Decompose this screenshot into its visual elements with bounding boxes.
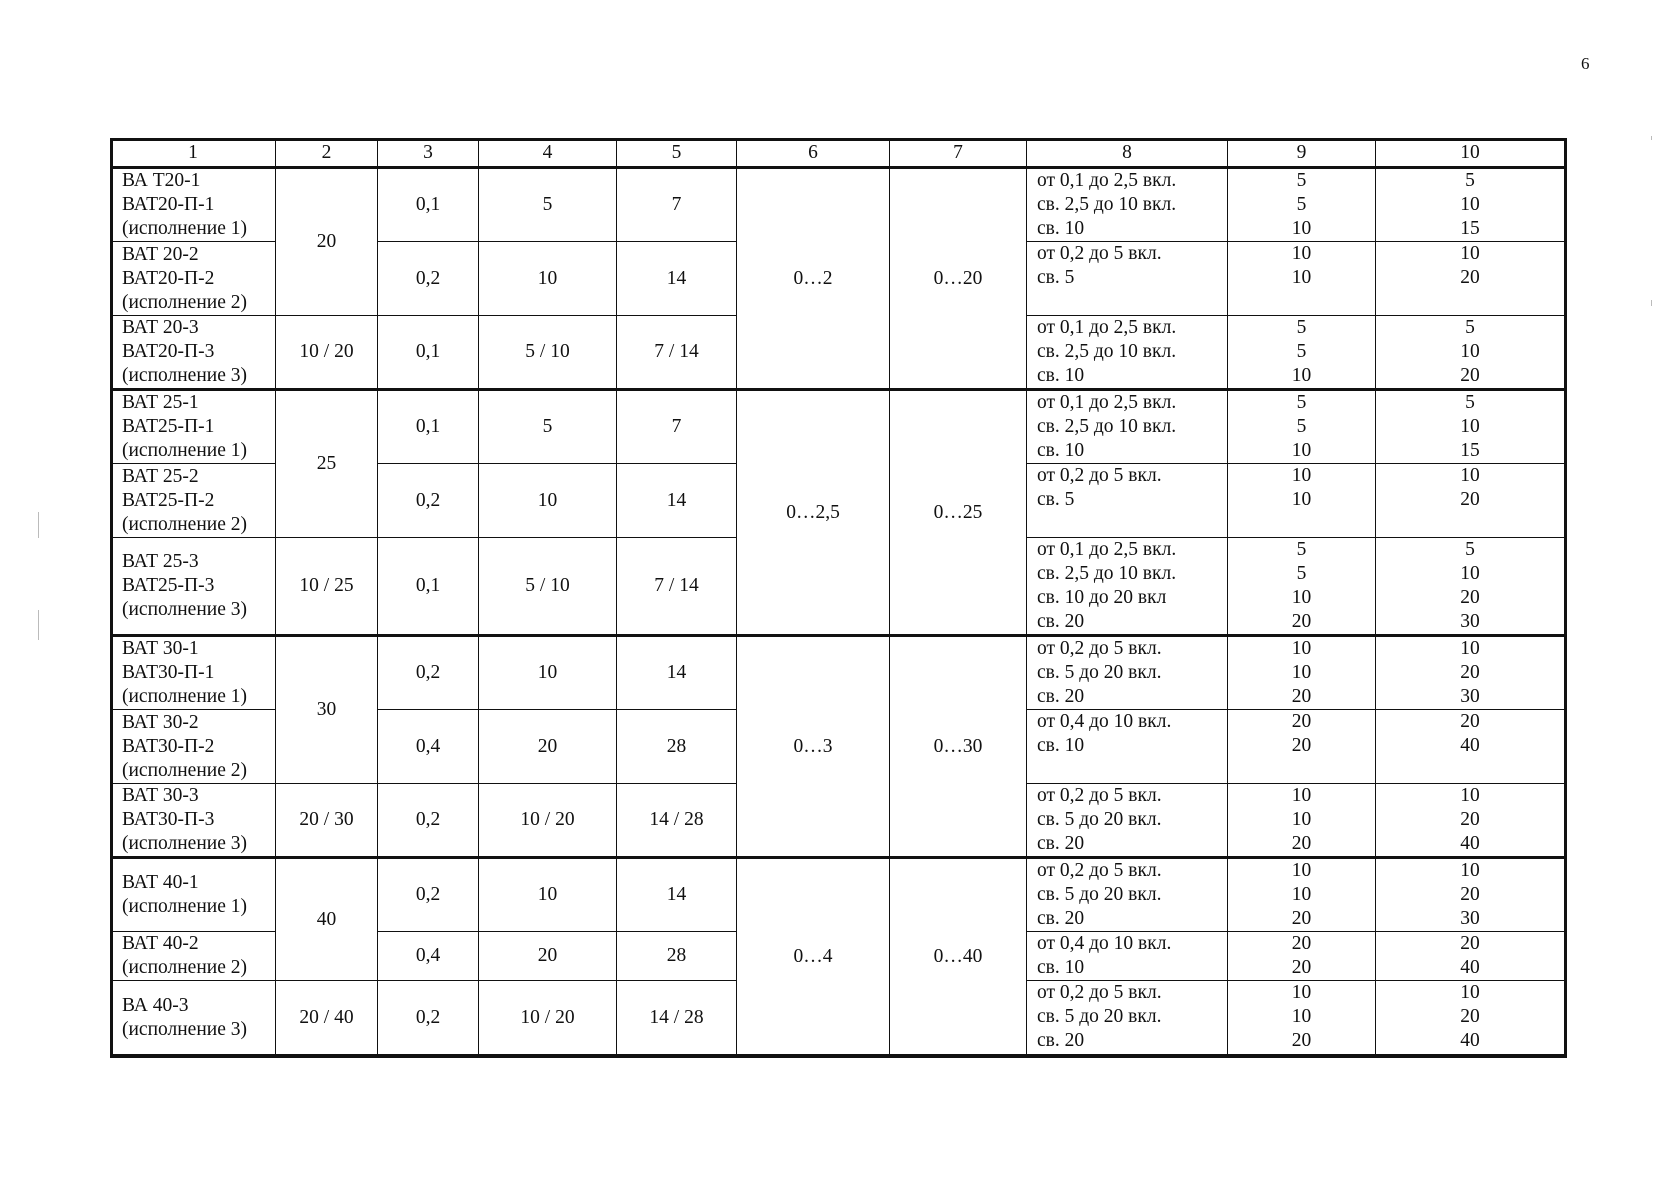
cell-line: св. 2,5 до 10 вкл. bbox=[1037, 416, 1177, 437]
col9-cell bbox=[1228, 464, 1376, 538]
col3-cell: 0,4 bbox=[378, 932, 479, 981]
col5-cell: 14 / 28 bbox=[617, 784, 737, 858]
col3-cell: 0,1 bbox=[378, 168, 479, 242]
device-name-cell bbox=[111, 168, 276, 242]
cell-line: св. 5 bbox=[1037, 267, 1075, 288]
cell-line: 20 bbox=[1291, 1030, 1312, 1051]
scan-mark bbox=[38, 512, 39, 538]
col5-cell: 14 bbox=[617, 242, 737, 316]
cell-line: св. 20 bbox=[1037, 611, 1085, 632]
cell-line: 5 bbox=[1465, 317, 1475, 338]
cell-line: св. 20 bbox=[1037, 833, 1085, 854]
device-name-cell bbox=[111, 710, 276, 784]
cell-line: 15 bbox=[1460, 218, 1480, 239]
cell-line: 20 bbox=[1291, 611, 1312, 632]
cell-line bbox=[1376, 512, 1564, 536]
cell-line: 40 bbox=[1460, 833, 1480, 854]
cell-line: от 0,1 до 2,5 вкл. bbox=[1037, 539, 1177, 560]
cell-line: (исполнение 2) bbox=[122, 291, 247, 313]
cell-line: (исполнение 2) bbox=[122, 759, 247, 781]
cell-line: ВА 40-3 bbox=[122, 994, 189, 1016]
rated-current-cell: 20 / 40 bbox=[276, 981, 378, 1055]
col5-cell: 7 bbox=[617, 390, 737, 464]
col9-cell bbox=[1228, 932, 1376, 981]
header-cell: 10 bbox=[1376, 139, 1565, 168]
device-name-cell bbox=[111, 932, 276, 981]
device-name-cell bbox=[111, 636, 276, 710]
col9-cell bbox=[1228, 168, 1376, 242]
cell-line: 10 bbox=[1460, 860, 1480, 881]
cell-line: св. 20 bbox=[1037, 1030, 1085, 1051]
cell-line: 10 bbox=[1460, 785, 1480, 806]
cell-line: 40 bbox=[1460, 957, 1480, 978]
interval-cell bbox=[1027, 390, 1228, 464]
col3-cell: 0,4 bbox=[378, 710, 479, 784]
cell-line: св. 5 до 20 вкл. bbox=[1037, 809, 1162, 830]
col9-cell bbox=[1228, 636, 1376, 710]
device-name-cell bbox=[111, 784, 276, 858]
col9-cell bbox=[1228, 981, 1376, 1055]
interval-cell bbox=[1027, 316, 1228, 390]
table-body bbox=[111, 139, 1565, 1055]
header-cell: 4 bbox=[479, 139, 617, 168]
cell-line: 5 bbox=[1296, 563, 1307, 584]
cell-line: св. 10 bbox=[1037, 218, 1085, 239]
cell-line: св. 2,5 до 10 вкл. bbox=[1037, 341, 1177, 362]
cell-line: (исполнение 3) bbox=[122, 599, 247, 620]
cell-line: 40 bbox=[1460, 735, 1480, 756]
cell-line: 20 bbox=[1460, 587, 1480, 608]
cell-line: 5 bbox=[1296, 170, 1307, 191]
cell-line: 10 bbox=[1460, 638, 1480, 659]
cell-line: 10 bbox=[1291, 243, 1312, 264]
range-col6-cell: 0…2,5 bbox=[737, 390, 890, 636]
cell-line: 20 bbox=[1291, 933, 1312, 954]
col4-cell: 5 bbox=[479, 168, 617, 242]
cell-line: от 0,2 до 5 вкл. bbox=[1037, 243, 1162, 264]
rated-current-cell: 20 bbox=[276, 168, 378, 316]
cell-line: 10 bbox=[1460, 465, 1480, 486]
cell-line: св. 10 до 20 вкл bbox=[1037, 587, 1167, 608]
col4-cell: 10 / 20 bbox=[479, 981, 617, 1055]
cell-line: (исполнение 1) bbox=[122, 686, 247, 707]
interval-cell bbox=[1027, 538, 1228, 636]
cell-line: 10 bbox=[1291, 489, 1312, 510]
cell-line: 20 bbox=[1460, 267, 1480, 288]
col3-cell: 0,2 bbox=[378, 981, 479, 1055]
header-cell: 7 bbox=[890, 139, 1027, 168]
col4-cell: 10 bbox=[479, 858, 617, 932]
cell-line: 10 bbox=[1291, 465, 1312, 486]
specification-table bbox=[110, 138, 1565, 1055]
cell-line: ВАТ30-П-1 bbox=[122, 662, 215, 683]
cell-line: 5 bbox=[1296, 539, 1307, 560]
cell-line: (исполнение 1) bbox=[122, 896, 247, 917]
cell-line: 40 bbox=[1460, 1030, 1480, 1051]
cell-line: 10 bbox=[1460, 563, 1480, 584]
col5-cell: 14 bbox=[617, 464, 737, 538]
cell-line bbox=[1228, 758, 1375, 782]
interval-cell bbox=[1027, 784, 1228, 858]
table-row bbox=[111, 168, 1565, 242]
interval-cell bbox=[1027, 168, 1228, 242]
col3-cell: 0,1 bbox=[378, 390, 479, 464]
cell-line: св. 5 до 20 вкл. bbox=[1037, 662, 1162, 683]
cell-line: 5 bbox=[1465, 539, 1475, 560]
cell-line: ВА Т20-1 bbox=[122, 170, 201, 191]
cell-line: 10 bbox=[1291, 267, 1312, 288]
cell-line: 10 bbox=[1460, 982, 1480, 1003]
range-col7-cell: 0…25 bbox=[890, 390, 1027, 636]
header-cell: 2 bbox=[276, 139, 378, 168]
device-name-cell bbox=[111, 242, 276, 316]
cell-line: 30 bbox=[1460, 686, 1480, 707]
cell-line: св. 10 bbox=[1037, 365, 1085, 386]
col10-cell bbox=[1376, 168, 1565, 242]
cell-line: (исполнение 1) bbox=[122, 440, 247, 461]
cell-line: св. 2,5 до 10 вкл. bbox=[1037, 563, 1177, 584]
cell-line: св. 10 bbox=[1037, 440, 1085, 461]
device-name-cell bbox=[111, 981, 276, 1055]
cell-line: 10 bbox=[1291, 860, 1312, 881]
cell-line: св. 10 bbox=[1037, 735, 1085, 756]
table-row bbox=[111, 858, 1565, 932]
rated-current-cell: 20 / 30 bbox=[276, 784, 378, 858]
cell-line: 5 bbox=[1296, 416, 1307, 437]
col9-cell bbox=[1228, 316, 1376, 390]
col9-cell bbox=[1228, 538, 1376, 636]
cell-line bbox=[1228, 290, 1375, 314]
cell-line: от 0,2 до 5 вкл. bbox=[1037, 638, 1162, 659]
cell-line: 10 bbox=[1460, 416, 1480, 437]
col10-cell bbox=[1376, 784, 1565, 858]
cell-line: ВАТ20-П-1 bbox=[122, 194, 215, 215]
col4-cell: 10 bbox=[479, 636, 617, 710]
cell-line: ВАТ 30-3 bbox=[122, 785, 199, 806]
rated-current-cell: 10 / 25 bbox=[276, 538, 378, 636]
cell-line: 5 bbox=[1296, 341, 1307, 362]
col10-cell bbox=[1376, 464, 1565, 538]
cell-line: 10 bbox=[1460, 194, 1480, 215]
cell-line: 10 bbox=[1291, 365, 1312, 386]
range-col6-cell: 0…2 bbox=[737, 168, 890, 390]
table-row bbox=[111, 636, 1565, 710]
table-row bbox=[111, 390, 1565, 464]
col10-cell bbox=[1376, 538, 1565, 636]
rated-current-cell: 10 / 20 bbox=[276, 316, 378, 390]
cell-line: ВАТ 40-2 bbox=[122, 933, 199, 954]
cell-line: 5 bbox=[1296, 392, 1307, 413]
cell-line: 10 bbox=[1291, 982, 1312, 1003]
col3-cell: 0,2 bbox=[378, 242, 479, 316]
cell-line: ВАТ 20-2 bbox=[122, 243, 199, 265]
col3-cell: 0,1 bbox=[378, 538, 479, 636]
cell-line: ВАТ30-П-2 bbox=[122, 735, 215, 757]
interval-cell bbox=[1027, 858, 1228, 932]
col3-cell: 0,2 bbox=[378, 636, 479, 710]
cell-line: 5 bbox=[1296, 194, 1307, 215]
range-col6-cell: 0…4 bbox=[737, 858, 890, 1055]
col10-cell bbox=[1376, 981, 1565, 1055]
interval-cell bbox=[1027, 464, 1228, 538]
cell-line: св. 2,5 до 10 вкл. bbox=[1037, 194, 1177, 215]
col10-cell bbox=[1376, 636, 1565, 710]
col5-cell: 7 / 14 bbox=[617, 316, 737, 390]
cell-line bbox=[1376, 758, 1564, 782]
cell-line bbox=[1228, 512, 1375, 536]
cell-line: ВАТ 20-3 bbox=[122, 317, 199, 338]
cell-line: ВАТ20-П-2 bbox=[122, 267, 215, 289]
cell-line: 20 bbox=[1460, 489, 1480, 510]
cell-line: 20 bbox=[1460, 1006, 1480, 1027]
cell-line: (исполнение 2) bbox=[122, 957, 247, 978]
cell-line: (исполнение 1) bbox=[122, 218, 247, 239]
col4-cell: 10 / 20 bbox=[479, 784, 617, 858]
cell-line: 20 bbox=[1291, 711, 1312, 732]
interval-cell bbox=[1027, 242, 1228, 316]
range-col7-cell: 0…20 bbox=[890, 168, 1027, 390]
cell-line: 10 bbox=[1291, 1006, 1312, 1027]
cell-line bbox=[1376, 290, 1564, 314]
col4-cell: 10 bbox=[479, 464, 617, 538]
cell-line: св. 10 bbox=[1037, 957, 1085, 978]
cell-line: 10 bbox=[1291, 662, 1312, 683]
cell-line: от 0,4 до 10 вкл. bbox=[1037, 711, 1172, 732]
col5-cell: 14 bbox=[617, 636, 737, 710]
cell-line: 10 bbox=[1291, 638, 1312, 659]
cell-line: ВАТ30-П-3 bbox=[122, 809, 215, 830]
device-name-cell bbox=[111, 464, 276, 538]
col10-cell bbox=[1376, 710, 1565, 784]
col3-cell: 0,2 bbox=[378, 464, 479, 538]
col10-cell bbox=[1376, 858, 1565, 932]
cell-line: св. 5 bbox=[1037, 489, 1075, 510]
cell-line: от 0,2 до 5 вкл. bbox=[1037, 860, 1162, 881]
cell-line: 10 bbox=[1291, 884, 1312, 905]
cell-line: ВАТ 25-3 bbox=[122, 551, 199, 572]
interval-cell bbox=[1027, 710, 1228, 784]
cell-line bbox=[1037, 758, 1227, 782]
cell-line: св. 5 до 20 вкл. bbox=[1037, 884, 1162, 905]
header-cell: 8 bbox=[1027, 139, 1228, 168]
header-cell: 1 bbox=[111, 139, 276, 168]
cell-line: 5 bbox=[1465, 392, 1475, 413]
cell-line: 10 bbox=[1291, 587, 1312, 608]
col10-cell bbox=[1376, 932, 1565, 981]
cell-line: 20 bbox=[1460, 711, 1480, 732]
col4-cell: 10 bbox=[479, 242, 617, 316]
col4-cell: 5 / 10 bbox=[479, 316, 617, 390]
cell-line: 10 bbox=[1460, 341, 1480, 362]
cell-line: 20 bbox=[1460, 933, 1480, 954]
device-name-cell bbox=[111, 390, 276, 464]
header-cell: 9 bbox=[1228, 139, 1376, 168]
interval-cell bbox=[1027, 981, 1228, 1055]
cell-line: ВАТ 40-1 bbox=[122, 872, 199, 893]
header-row bbox=[111, 139, 1565, 168]
scan-mark bbox=[1651, 300, 1652, 306]
cell-line bbox=[1037, 512, 1227, 536]
rated-current-cell: 30 bbox=[276, 636, 378, 784]
cell-line: от 0,2 до 5 вкл. bbox=[1037, 465, 1162, 486]
interval-cell bbox=[1027, 932, 1228, 981]
cell-line: ВАТ25-П-1 bbox=[122, 416, 215, 437]
col9-cell bbox=[1228, 784, 1376, 858]
cell-line: от 0,2 до 5 вкл. bbox=[1037, 785, 1162, 806]
cell-line: 10 bbox=[1291, 809, 1312, 830]
cell-line: (исполнение 3) bbox=[122, 1018, 247, 1040]
cell-line: 10 bbox=[1291, 440, 1312, 461]
cell-line: св. 20 bbox=[1037, 686, 1085, 707]
cell-line: от 0,4 до 10 вкл. bbox=[1037, 933, 1172, 954]
rated-current-cell: 25 bbox=[276, 390, 378, 538]
range-col7-cell: 0…40 bbox=[890, 858, 1027, 1055]
cell-line: от 0,1 до 2,5 вкл. bbox=[1037, 317, 1177, 338]
cell-line: от 0,1 до 2,5 вкл. bbox=[1037, 170, 1177, 191]
cell-line: 15 bbox=[1460, 440, 1480, 461]
header-cell: 5 bbox=[617, 139, 737, 168]
col9-cell bbox=[1228, 242, 1376, 316]
col4-cell: 20 bbox=[479, 710, 617, 784]
cell-line: 20 bbox=[1460, 662, 1480, 683]
cell-line: ВАТ 25-2 bbox=[122, 465, 199, 487]
cell-line: 20 bbox=[1291, 686, 1312, 707]
col9-cell bbox=[1228, 858, 1376, 932]
col4-cell: 20 bbox=[479, 932, 617, 981]
col5-cell: 7 / 14 bbox=[617, 538, 737, 636]
interval-cell bbox=[1027, 636, 1228, 710]
cell-line: св. 20 bbox=[1037, 908, 1085, 929]
header-cell: 6 bbox=[737, 139, 890, 168]
cell-line: 20 bbox=[1291, 957, 1312, 978]
col5-cell: 28 bbox=[617, 710, 737, 784]
col10-cell bbox=[1376, 316, 1565, 390]
cell-line: 20 bbox=[1291, 908, 1312, 929]
col3-cell: 0,2 bbox=[378, 858, 479, 932]
cell-line: ВАТ20-П-3 bbox=[122, 341, 215, 362]
scan-mark bbox=[38, 610, 39, 640]
scan-mark bbox=[1651, 136, 1652, 140]
col5-cell: 14 bbox=[617, 858, 737, 932]
col4-cell: 5 bbox=[479, 390, 617, 464]
rated-current-cell: 40 bbox=[276, 858, 378, 981]
cell-line: 10 bbox=[1291, 218, 1312, 239]
cell-line: от 0,1 до 2,5 вкл. bbox=[1037, 392, 1177, 413]
col5-cell: 7 bbox=[617, 168, 737, 242]
cell-line: ВАТ 30-1 bbox=[122, 638, 199, 659]
cell-line: 20 bbox=[1291, 735, 1312, 756]
cell-line: (исполнение 3) bbox=[122, 833, 247, 854]
cell-line: 10 bbox=[1291, 785, 1312, 806]
cell-line: 30 bbox=[1460, 908, 1480, 929]
cell-line: ВАТ25-П-2 bbox=[122, 489, 215, 511]
col5-cell: 28 bbox=[617, 932, 737, 981]
cell-line: (исполнение 2) bbox=[122, 513, 247, 535]
cell-line: 30 bbox=[1460, 611, 1480, 632]
cell-line: 10 bbox=[1460, 243, 1480, 264]
page-number: 6 bbox=[1581, 54, 1590, 73]
cell-line bbox=[1037, 290, 1227, 314]
cell-line: 20 bbox=[1460, 884, 1480, 905]
col3-cell: 0,1 bbox=[378, 316, 479, 390]
cell-line: св. 5 до 20 вкл. bbox=[1037, 1006, 1162, 1027]
cell-line: (исполнение 3) bbox=[122, 365, 247, 386]
device-name-cell bbox=[111, 316, 276, 390]
header-cell: 3 bbox=[378, 139, 479, 168]
col10-cell bbox=[1376, 390, 1565, 464]
device-name-cell bbox=[111, 858, 276, 932]
cell-line: от 0,2 до 5 вкл. bbox=[1037, 982, 1162, 1003]
col3-cell: 0,2 bbox=[378, 784, 479, 858]
col5-cell: 14 / 28 bbox=[617, 981, 737, 1055]
range-col6-cell: 0…3 bbox=[737, 636, 890, 858]
col9-cell bbox=[1228, 710, 1376, 784]
range-col7-cell: 0…30 bbox=[890, 636, 1027, 858]
cell-line: 20 bbox=[1291, 833, 1312, 854]
cell-line: 20 bbox=[1460, 809, 1480, 830]
cell-line: ВАТ25-П-3 bbox=[122, 575, 215, 596]
col9-cell bbox=[1228, 390, 1376, 464]
col4-cell: 5 / 10 bbox=[479, 538, 617, 636]
cell-line: ВАТ 25-1 bbox=[122, 392, 199, 413]
cell-line: ВАТ 30-2 bbox=[122, 711, 199, 733]
cell-line: 20 bbox=[1460, 365, 1480, 386]
cell-line: 5 bbox=[1296, 317, 1307, 338]
device-name-cell bbox=[111, 538, 276, 636]
cell-line: 5 bbox=[1465, 170, 1475, 191]
col10-cell bbox=[1376, 242, 1565, 316]
